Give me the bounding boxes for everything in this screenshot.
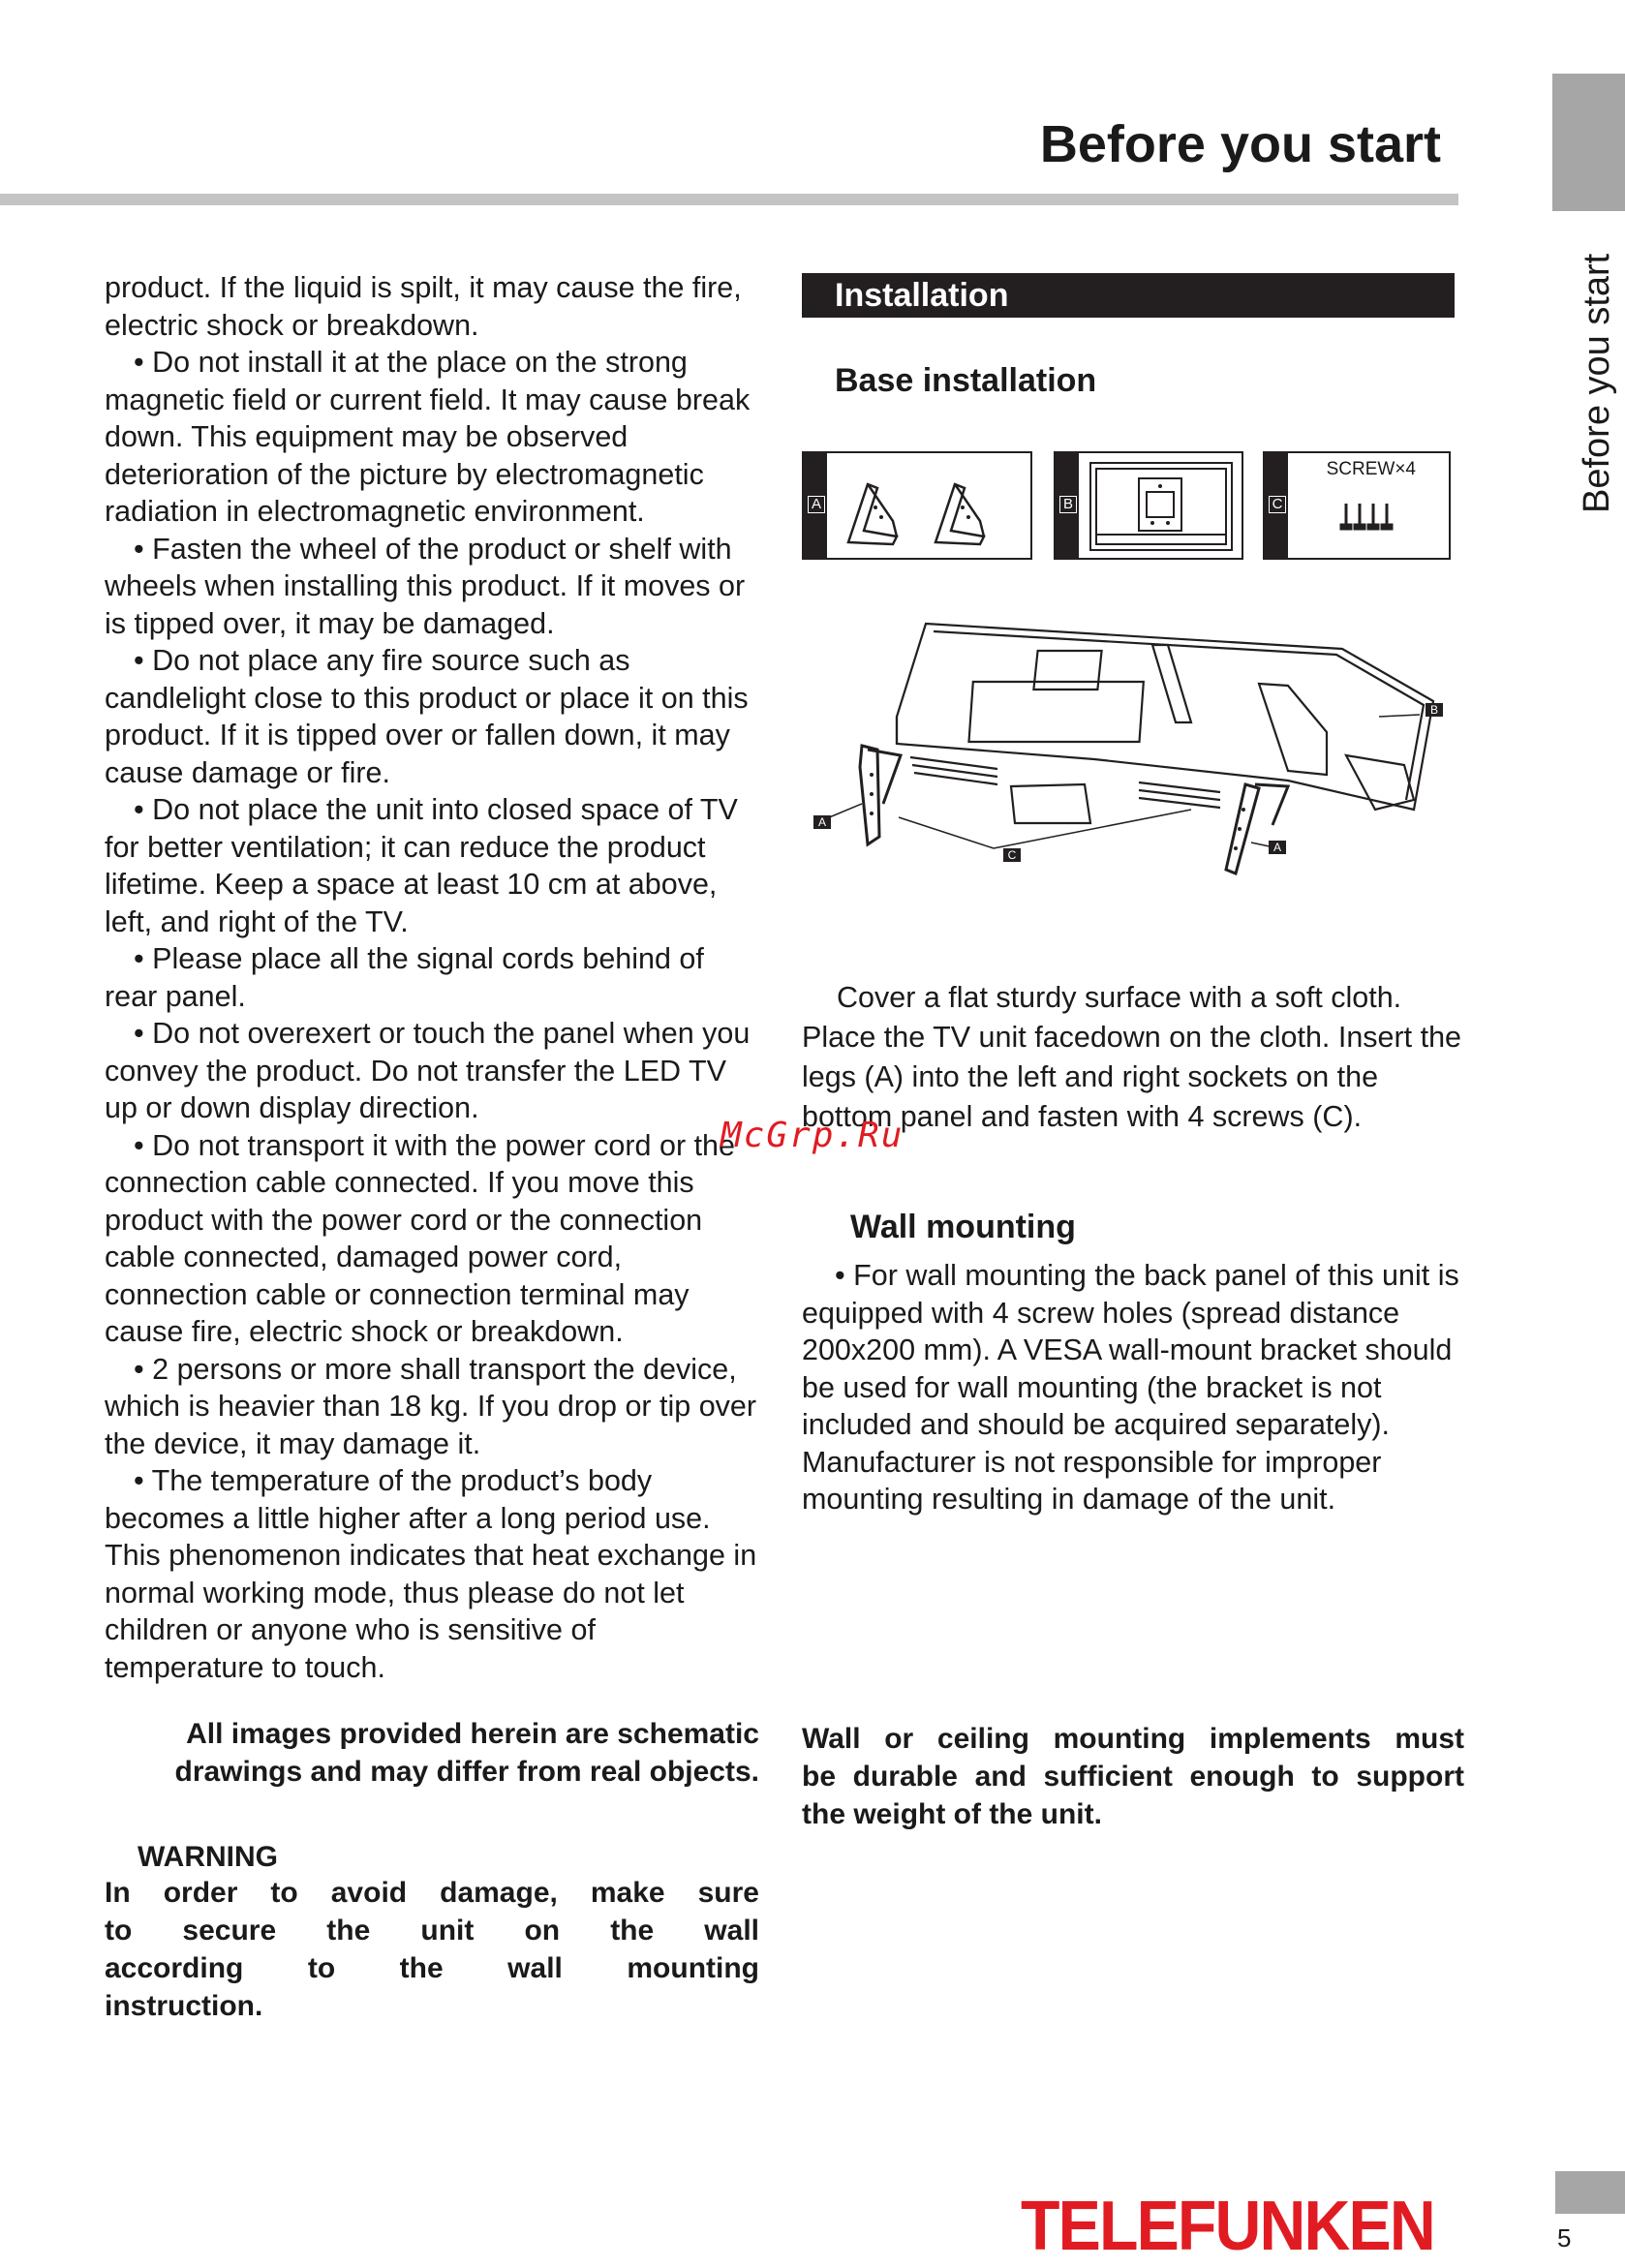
- schematic-note-line: All images provided herein are schematic: [186, 1718, 759, 1750]
- right-column: [802, 273, 1462, 400]
- bullet-item: • Please place all the signal cords behind of rear panel.: [105, 942, 704, 1013]
- base-installation-diagram: [804, 610, 1462, 881]
- wall-mounting-text: [802, 1257, 1462, 1518]
- bullet-item: • Do not transport it with the power cord or the connection cable connected. If you move this product with the power cord or the connection cable connected, damaged power cord, connection cable or connection terminal may cause fire, electric shock or breakdown.: [105, 1128, 735, 1348]
- watermark: McGrp.Ru: [721, 1116, 904, 1155]
- part-b-box: [1054, 451, 1243, 560]
- callout-label: A: [817, 815, 827, 829]
- screws-icon: [1265, 453, 1453, 562]
- bullet-item: • Fasten the wheel of the product or shelf with wheels when installing this product. If it moves or is tipped over, it may be damaged.: [105, 532, 746, 640]
- installation-section-bar: Installation: [802, 273, 1455, 318]
- left-column: [105, 269, 759, 2025]
- paragraph: product. If the liquid is spilt, it may cause the fire, electric shock or breakdown.: [105, 271, 742, 342]
- callout-c: [1003, 848, 1021, 862]
- part-c-box: [1263, 451, 1451, 560]
- callout-label: C: [1007, 848, 1017, 862]
- warning-line: to secure the unit on the wall: [105, 1915, 759, 1946]
- wall-mounting-note: [802, 1720, 1464, 1833]
- page-title: Before you start: [1039, 115, 1441, 173]
- legs-icon: [804, 453, 1034, 562]
- wall-mounting-heading: Wall mounting: [850, 1209, 1076, 1245]
- warning-line: In order to avoid damage, make sure: [105, 1877, 759, 1909]
- part-letter: A: [808, 496, 825, 513]
- bullet-item: • 2 persons or more shall transport the device, which is heavier than 18 kg. If you drop or tip over the device, it may damage it.: [105, 1352, 757, 1460]
- bullet-item: • Do not place the unit into closed space of TV for better ventilation; it can reduce the product lifetime. Keep a space at least 10 cm at above, left, and right of the TV.: [105, 793, 738, 938]
- bullet-item: • Do not install it at the place on the strong magnetic field or current field. It may cause break down. This equipment may be observed deterioration of the picture by electromagnetic radiation in electromagnetic environment.: [105, 346, 751, 528]
- bullet-item: • The temperature of the product’s body becomes a little higher after a long period use. This phenomenon indicates that heat exchange in normal working mode, thus please do not let children or anyone who is sensitive of temperature to touch.: [105, 1464, 757, 1684]
- tv-back-icon: [1056, 453, 1245, 562]
- callout-b: [1426, 703, 1443, 717]
- bullet-item: • Do not place any fire source such as candlelight close to this product or place it on this product. If it is tipped over or fallen down, it may cause damage or fire.: [105, 644, 749, 789]
- part-letter: B: [1059, 496, 1077, 513]
- warning-line: instruction.: [105, 1990, 263, 2022]
- callout-label: B: [1429, 703, 1439, 717]
- wall-note-line: be durable and sufficient enough to support: [802, 1761, 1464, 1793]
- instruction-text: Cover a flat sturdy surface with a soft cloth. Place the TV unit facedown on the cloth. Insert the legs (A) into the left and right sockets on the bottom panel and fasten with 4 screws (C).: [802, 981, 1462, 1133]
- callout-a-left: [813, 815, 831, 829]
- tv-assembly-illustration: [804, 610, 1462, 881]
- base-installation-heading: Base installation: [835, 362, 1097, 399]
- part-a-box: [802, 451, 1032, 560]
- page-number: 5: [1557, 2223, 1572, 2253]
- warning-text: [105, 1874, 759, 2025]
- warning-title: WARNING: [138, 1841, 278, 1873]
- screw-count-label: SCREW×4: [1326, 459, 1416, 479]
- page-number-block: [1555, 2171, 1625, 2214]
- callout-label: A: [1272, 841, 1282, 854]
- schematic-note-line: drawings and may differ from real objects.: [174, 1756, 759, 1788]
- wall-note-line: the weight of the unit.: [802, 1798, 1102, 1830]
- side-tab-label: Before you start: [1577, 253, 1617, 513]
- base-installation-instructions: [802, 978, 1462, 1137]
- bullet-item: • Do not overexert or touch the panel when you convey the product. Do not transfer the LED TV up or down display direction.: [105, 1017, 751, 1124]
- wall-mounting-paragraph: • For wall mounting the back panel of this unit is equipped with 4 screw holes (spread distance 200x200 mm). A VESA wall-mount bracket should be used for wall mounting (the bracket is not included and should be acquired separately). Manufacturer is not responsible for improper mounting resulting in damage of the unit.: [802, 1259, 1459, 1516]
- side-tab-block: [1552, 74, 1625, 211]
- brand-logo: TELEFUNKEN: [1021, 2188, 1434, 2265]
- warning-line: according to the wall mounting: [105, 1952, 759, 1984]
- header-rule: [0, 194, 1458, 205]
- wall-note-line: Wall or ceiling mounting implements must: [802, 1723, 1464, 1755]
- schematic-note: [105, 1715, 759, 1791]
- part-letter: C: [1269, 496, 1286, 513]
- parts-row: [802, 451, 1464, 560]
- callout-a-right: [1269, 841, 1286, 854]
